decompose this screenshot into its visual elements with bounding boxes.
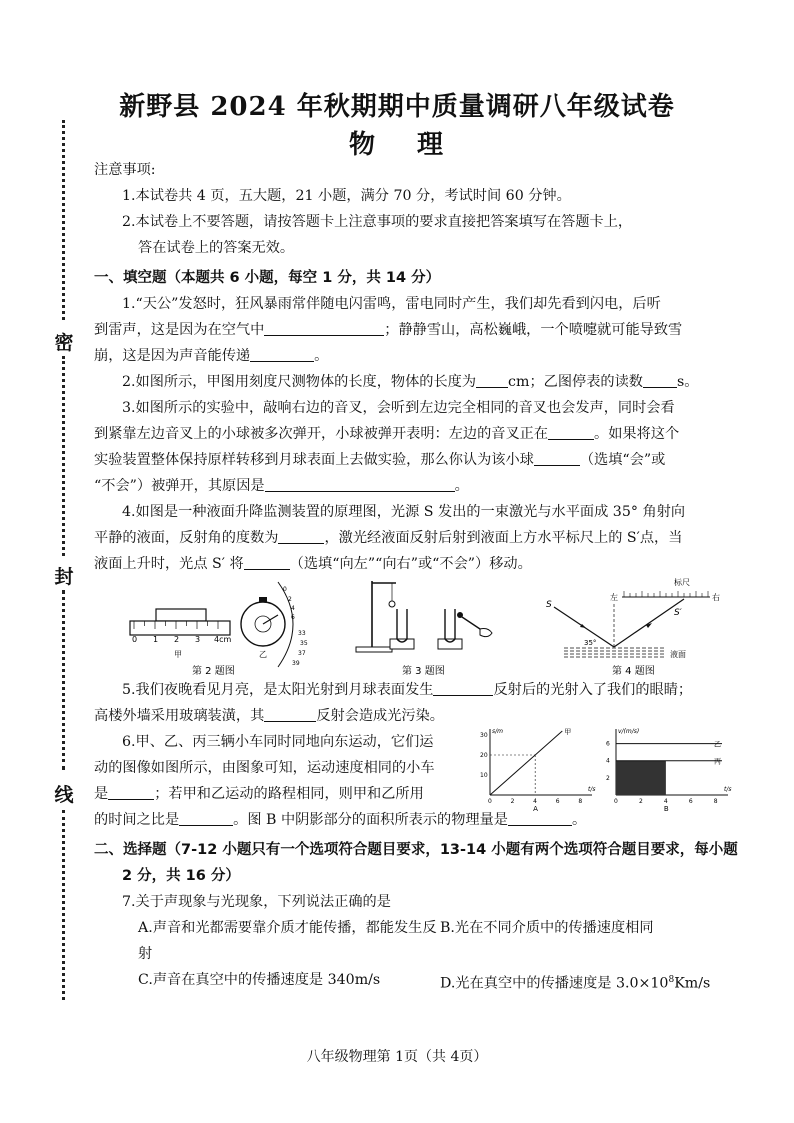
- figure-4-caption: 第 4 题图: [612, 666, 655, 677]
- q2-text: s。: [676, 374, 699, 390]
- q3-text: 。: [454, 478, 469, 494]
- stopwatch-number: 2: [288, 596, 292, 603]
- q3-text: 实验装置整体保持原样转移到月球表面上去做实验，那么你认为该小球: [94, 452, 534, 468]
- spot-s-prime-label: S′: [674, 608, 682, 618]
- exam-title: 新野县 2024 年秋期期中质量调研八年级试卷: [119, 92, 675, 122]
- figure-2-caption: 第 2 题图: [192, 666, 235, 677]
- q6-text: 的时间之比是: [94, 812, 180, 828]
- q3-line: 3.如图所示的实验中，敲响右边的音叉，会听到左边完全相同的音叉也会发声，同时会看: [122, 400, 675, 416]
- left-tuning-fork: [397, 609, 407, 642]
- scale-ruler-ticks: [624, 591, 708, 597]
- x-tick-label: 2: [510, 798, 515, 805]
- q6-line: 6.甲、乙、丙三辆小车同时同地向东运动，它们运: [122, 734, 434, 750]
- notes-item: 2.本试卷上不要答题，请按答题卡上注意事项的要求直接把答案填写在答题卡上，: [122, 214, 633, 230]
- question-6: [94, 729, 742, 833]
- notes-item: 答在试卷上的答案无效。: [138, 240, 295, 256]
- ruler-label-jia: 甲: [174, 650, 182, 659]
- section2-title-cont: 2 分，共 16 分）: [122, 868, 240, 884]
- y-tick-label: 6: [606, 740, 610, 748]
- q6-line: 动的图像如图所示，由图象可知，运动速度相同的小车: [94, 760, 435, 776]
- q2-text: 2.如图所示，甲图用刻度尺测物体的长度，物体的长度为: [122, 374, 477, 390]
- stopwatch-number: 4: [291, 605, 295, 612]
- y-tick-label: 10: [480, 772, 488, 779]
- stopwatch-button: [259, 597, 267, 602]
- ruler-number: 2: [174, 635, 180, 644]
- y-tick-label: 30: [480, 732, 488, 739]
- x-tick-label: 8: [713, 798, 718, 805]
- answer-blank[interactable]: [548, 424, 594, 440]
- q1-text: 崩，这是因为声音能传递: [94, 348, 251, 364]
- q4-line: [94, 525, 742, 551]
- angle-label: 35°: [584, 639, 597, 647]
- section2-title: 二、选择题（7-12 小题只有一个选项符合题目要求，13-14 小题有两个选项符合题目要求，每小题: [94, 842, 738, 858]
- seal-margin: [52, 120, 76, 1000]
- left-label: 左: [610, 593, 618, 602]
- seal-char-feng: 封: [52, 562, 76, 589]
- measured-object: [156, 609, 206, 621]
- shaded-area: [616, 761, 666, 795]
- right-tuning-fork: [445, 609, 455, 642]
- ball: [389, 601, 395, 607]
- stopwatch-number: 6: [291, 614, 295, 621]
- hand-icon: [480, 629, 492, 637]
- q3-text: 到紧靠左边音叉上的小球被多次弹开，小球被弹开表明：左边的音叉正在: [94, 426, 549, 442]
- x-tick-label: 2: [638, 798, 643, 805]
- figure-3: [352, 577, 502, 677]
- answer-blank[interactable]: [476, 372, 508, 388]
- q7-option-d-unit: Km/s: [674, 975, 711, 992]
- ruler-number: 3: [195, 635, 201, 644]
- answer-blank[interactable]: [264, 706, 316, 722]
- q4-text: （选填“向左”“向右”或“不会”）移动。: [289, 556, 532, 572]
- q4-text: 平静的液面，反射角的度数为: [94, 530, 279, 546]
- x-tick-label: 6: [688, 798, 693, 805]
- stopwatch-number: 39: [292, 660, 300, 667]
- source-s-label: S: [546, 600, 552, 610]
- ruler-number: 1: [153, 635, 159, 644]
- stopwatch-label-yi: 乙: [259, 650, 267, 659]
- y-tick-label: 2: [606, 774, 610, 782]
- ruler-label: 标尺: [674, 578, 690, 587]
- liquid-surface: [564, 648, 664, 657]
- chart-b: [602, 723, 742, 815]
- stand-base: [356, 647, 392, 652]
- mallet-head: [457, 612, 463, 618]
- series-line-jia: [490, 731, 562, 795]
- page-footer: 八年级物理第 1页（共 4页）: [306, 1049, 488, 1065]
- tuning-fork-box: [438, 639, 462, 649]
- q3-line: [94, 447, 742, 473]
- x-axis-label: t/s: [588, 786, 596, 793]
- answer-blank[interactable]: [643, 372, 677, 388]
- seal-char-mi: 密: [52, 328, 76, 355]
- q2-line: [94, 369, 742, 395]
- answer-blank[interactable]: [278, 528, 324, 544]
- q7-stem: 7.关于声现象与光现象，下列说法正确的是: [122, 894, 391, 910]
- q6-text: 是: [94, 786, 109, 802]
- answer-blank[interactable]: [265, 476, 455, 492]
- series-label-jia: 甲: [564, 728, 572, 736]
- q1-text: ；静静雪山，高松巍峨，一个喷嚏就可能导致雪: [384, 322, 683, 338]
- figure-4: [524, 577, 734, 677]
- seal-dotted-line: [62, 810, 65, 1000]
- q5-text: 5.我们夜晚看见月亮，是太阳光射到月球表面发生: [122, 682, 434, 698]
- seal-dotted-line: [62, 356, 65, 556]
- answer-blank[interactable]: [534, 450, 580, 466]
- ruler-number: 0: [132, 635, 138, 644]
- x-axis-label: t/s: [724, 786, 732, 793]
- y-tick-label: 20: [480, 752, 488, 759]
- stopwatch-number: 33: [298, 630, 306, 637]
- q7-option-d[interactable]: [440, 967, 742, 997]
- q7-option-d-exponent: 8: [668, 975, 675, 985]
- answer-blank[interactable]: [250, 346, 314, 362]
- y-axis-label: v/(m/s): [618, 728, 640, 735]
- q7-options-row: [94, 915, 742, 967]
- y-axis-label: s/m: [492, 728, 503, 735]
- series-label-bing: 丙: [714, 757, 721, 766]
- stopwatch-number: 0: [283, 586, 287, 593]
- q1-line: [94, 317, 742, 343]
- q7-option-b[interactable]: B.光在不同介质中的传播速度相同: [440, 920, 654, 936]
- q3-text: 。如果将这个: [594, 426, 680, 442]
- q4-text: ，激光经液面反射后射到液面上方水平标尺上的 S′点，当: [324, 530, 683, 546]
- q1-text: 。: [314, 348, 329, 364]
- ruler: [130, 621, 230, 635]
- notes-item: 1.本试卷共 4 页，五大题，21 小题，满分 70 分，考试时间 60 分钟。: [122, 188, 571, 204]
- q1-line: [94, 343, 742, 369]
- q7-option-d-text: D.光在真空中的传播速度是 3.0×10: [440, 975, 669, 992]
- x-tick-label: 4: [663, 798, 668, 805]
- q6-text: 。: [571, 812, 587, 828]
- q5-text: 反射会造成光污染。: [316, 708, 444, 724]
- chart-title: B: [663, 805, 669, 813]
- q3-text: “不会”）被弹开，其原因是: [94, 478, 265, 494]
- stopwatch-number: 35: [300, 640, 308, 647]
- q2-text: cm；乙图停表的读数: [508, 374, 643, 390]
- q4-line: 4.如图是一种液面升降监测装置的原理图，光源 S 发出的一束激光与水平面成 35° 角射向: [122, 504, 686, 520]
- chart-a: [476, 723, 602, 815]
- liquid-label: 液面: [670, 650, 686, 659]
- q5-text: 高楼外墙采用玻璃装潢，其: [94, 708, 265, 724]
- answer-blank[interactable]: [108, 784, 154, 800]
- exam-content: [94, 157, 742, 997]
- y-tick-label: 4: [606, 757, 610, 765]
- answer-blank[interactable]: [179, 810, 233, 826]
- right-label: 右: [712, 593, 720, 602]
- x-tick-label: 4: [533, 798, 538, 805]
- series-label-yi: 乙: [714, 740, 721, 749]
- q7-option-c[interactable]: C.声音在真空中的传播速度是 340m/s: [138, 972, 381, 988]
- answer-blank[interactable]: [264, 320, 384, 336]
- answer-blank[interactable]: [244, 554, 290, 570]
- seal-char-xian: 线: [52, 780, 76, 807]
- mallet: [462, 617, 480, 629]
- q6-text: 。图 B 中阴影部分的面积所表示的物理量是: [233, 812, 508, 828]
- q1-text: 到雷声，这是因为在空气中: [94, 322, 265, 338]
- q5-text: 反射后的光射入了我们的眼睛；: [493, 682, 693, 698]
- q7-options-row: [94, 967, 742, 997]
- figure-row: [94, 577, 742, 677]
- section1-title: 一、填空题（本题共 6 小题，每空 1 分，共 14 分）: [94, 270, 441, 286]
- x-tick-label: 0: [488, 798, 492, 805]
- x-tick-label: 0: [614, 798, 618, 805]
- exam-subject: 物理: [348, 130, 485, 160]
- chart-title: A: [533, 805, 538, 813]
- seal-dotted-line: [62, 590, 65, 770]
- ruler-number: 4cm: [214, 635, 232, 644]
- q3-line: [94, 421, 742, 447]
- tuning-fork-box: [390, 639, 414, 649]
- q4-line: [94, 551, 742, 577]
- x-tick-label: 8: [578, 798, 583, 805]
- q5-line: [94, 677, 742, 703]
- figure-2: [128, 577, 318, 677]
- answer-blank[interactable]: [433, 680, 493, 696]
- q3-line: [94, 473, 742, 499]
- reflected-ray: [614, 599, 684, 647]
- q6-text: ；若甲和乙运动的路程相同，则甲和乙所用: [154, 786, 424, 802]
- q1-line: 1.“天公”发怒时，狂风暴雨常伴随电闪雷鸣，雷电同时产生，我们却先看到闪电，后听: [122, 296, 661, 312]
- x-tick-label: 6: [555, 798, 560, 805]
- notes-heading: 注意事项:: [94, 162, 156, 178]
- q7-option-a[interactable]: A.声音和光都需要靠介质才能传播，都能发生反射: [138, 920, 437, 962]
- q3-text: （选填“会”或: [579, 452, 666, 468]
- figure-3-caption: 第 3 题图: [402, 666, 445, 677]
- stopwatch-number: 37: [298, 650, 306, 657]
- q4-text: 液面上升时，光点 S′ 将: [94, 556, 244, 572]
